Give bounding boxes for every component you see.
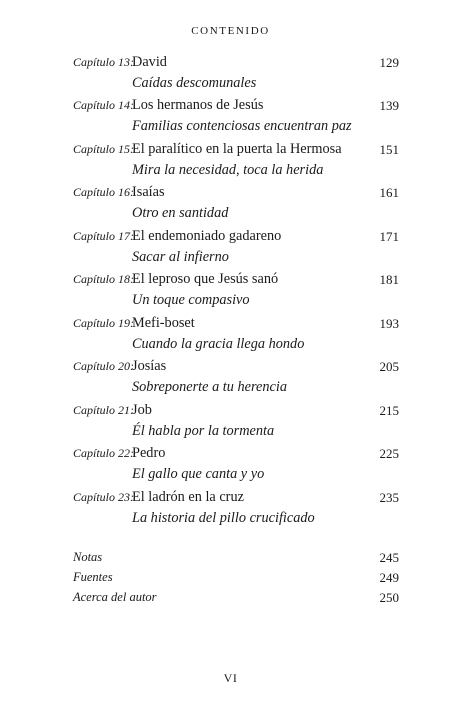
chapter-page-number: 181 — [379, 272, 399, 287]
chapter-subtitle: Mira la necesidad, toca la herida — [132, 162, 324, 178]
chapter-page-number: 161 — [379, 185, 399, 200]
chapter-subtitle: Él habla por la tormenta — [132, 423, 275, 439]
chapter-page-number: 235 — [379, 490, 399, 505]
chapter-subtitle: Sacar al infierno — [132, 249, 229, 265]
toc-chapter-14 — [0, 98, 461, 138]
chapter-label: Capítulo 17: — [73, 229, 135, 243]
chapter-subtitle: Un toque compasivo — [132, 292, 250, 308]
chapter-page-number: 205 — [379, 359, 399, 374]
chapter-title: El endemoniado gadareno — [132, 228, 282, 244]
chapter-subtitle: El gallo que canta y yo — [132, 466, 265, 482]
chapter-page-number: 225 — [379, 446, 399, 461]
chapter-page-number: 151 — [379, 142, 399, 157]
entry-label: Notas — [73, 550, 103, 564]
chapter-label: Capítulo 14: — [73, 98, 135, 112]
toc-chapter-17 — [0, 229, 461, 269]
chapter-subtitle: Caídas descomunales — [132, 75, 257, 91]
chapter-page-number: 139 — [379, 98, 399, 113]
chapter-page-number: 129 — [379, 55, 399, 70]
toc-chapter-15 — [0, 142, 461, 182]
chapter-label: Capítulo 19: — [73, 316, 135, 330]
chapter-page-number: 171 — [379, 229, 399, 244]
chapter-label: Capítulo 16: — [73, 185, 135, 199]
chapter-label: Capítulo 15: — [73, 142, 135, 156]
toc-entry-fuentes — [0, 570, 461, 586]
toc-chapter-21 — [0, 403, 461, 443]
chapter-label: Capítulo 20: — [73, 359, 135, 373]
chapter-subtitle: Sobreponerte a tu herencia — [132, 379, 287, 395]
chapter-title: El ladrón en la cruz — [132, 489, 244, 505]
chapter-title: Josías — [132, 358, 167, 374]
chapter-title: Mefi-boset — [132, 315, 195, 331]
chapter-title: Isaías — [132, 184, 165, 200]
chapter-label: Capítulo 13: — [73, 55, 135, 69]
entry-label: Fuentes — [73, 570, 113, 584]
toc-chapter-16 — [0, 185, 461, 225]
chapter-title: Pedro — [132, 445, 166, 461]
toc-chapter-18 — [0, 272, 461, 312]
entry-page-number: 249 — [379, 570, 399, 585]
toc-entry-notas — [0, 550, 461, 566]
chapter-label: Capítulo 23: — [73, 490, 135, 504]
chapter-subtitle: Cuando la gracia llega hondo — [132, 336, 305, 352]
toc-chapter-19 — [0, 316, 461, 356]
toc-chapter-13 — [0, 55, 461, 95]
chapter-page-number: 193 — [379, 316, 399, 331]
chapter-subtitle: Otro en santidad — [132, 205, 229, 221]
toc-entry-acerca-del-autor — [0, 590, 461, 606]
chapter-label: Capítulo 21: — [73, 403, 135, 417]
entry-label: Acerca del autor — [73, 590, 157, 604]
chapter-page-number: 215 — [379, 403, 399, 418]
entry-page-number: 250 — [379, 590, 399, 605]
toc-chapter-23 — [0, 490, 461, 530]
toc-chapter-22 — [0, 446, 461, 486]
page-folio: VI — [223, 671, 238, 685]
entry-page-number: 245 — [379, 550, 399, 565]
chapter-title: Los hermanos de Jesús — [132, 97, 264, 113]
chapter-title: El paralítico en la puerta la Hermosa — [132, 141, 342, 157]
chapter-label: Capítulo 18: — [73, 272, 135, 286]
chapter-title: El leproso que Jesús sanó — [132, 271, 279, 287]
chapter-title: Job — [132, 402, 152, 418]
chapter-label: Capítulo 22: — [73, 446, 135, 460]
chapter-subtitle: Familias contenciosas encuentran paz — [132, 118, 352, 134]
toc-chapter-20 — [0, 359, 461, 399]
chapter-subtitle: La historia del pillo crucificado — [132, 510, 315, 526]
page-header: CONTENIDO — [191, 25, 270, 37]
chapter-title: David — [132, 54, 167, 70]
